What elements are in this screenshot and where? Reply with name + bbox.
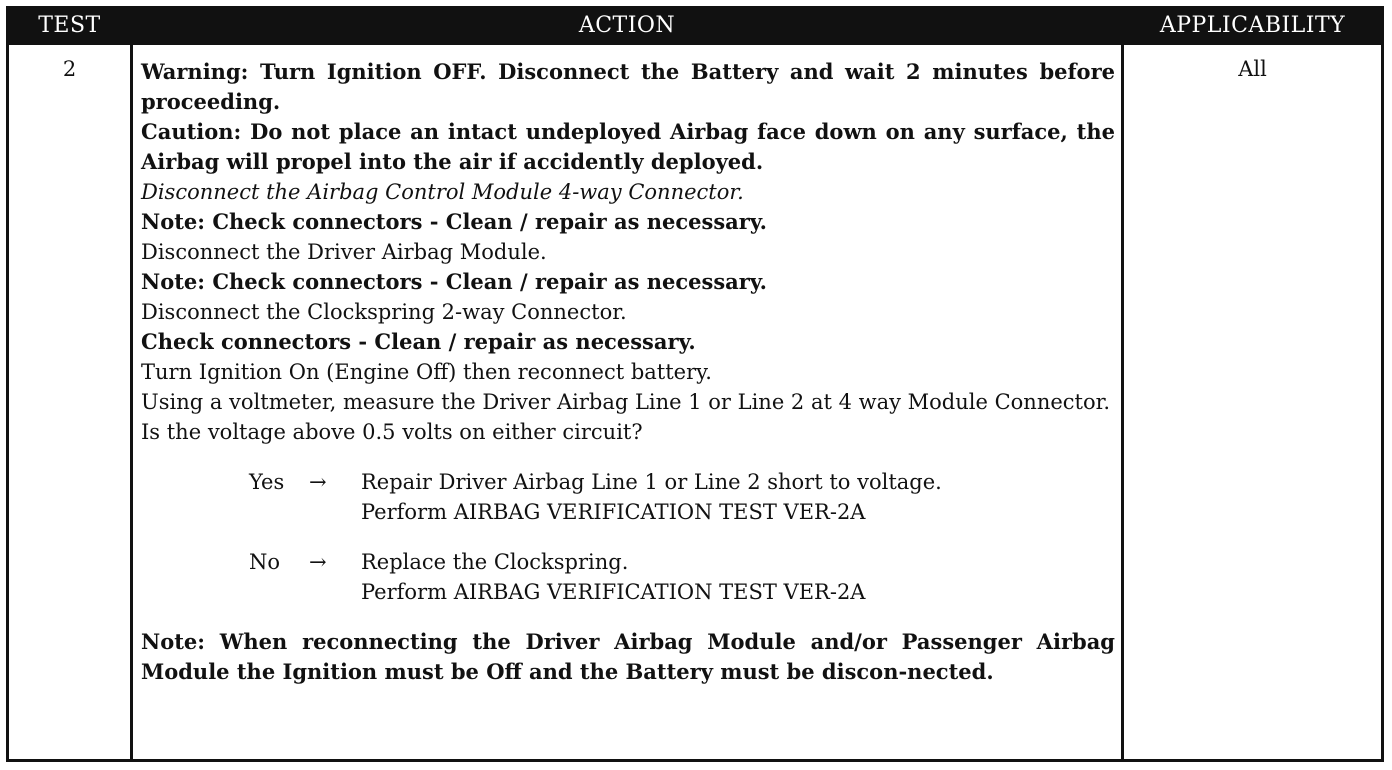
result-yes <box>249 467 1115 527</box>
question-text: Is the voltage above 0.5 volts on either circuit? <box>141 420 643 444</box>
step-disconnect-driver-airbag: Disconnect the Driver Airbag Module. <box>141 240 547 264</box>
test-number: 2 <box>8 44 132 761</box>
action-cell <box>132 44 1123 761</box>
caution-text: Caution: Do not place an intact undeployed Airbag face down on any surface, the Airbag will propel into the air if accidently deployed. <box>141 119 1115 174</box>
note-check-connectors-1: Note: Check connectors - Clean / repair as necessary. <box>141 209 767 234</box>
arrow-right-icon: → <box>309 550 327 574</box>
result-no-text <box>361 547 1115 607</box>
result-no <box>249 547 1115 607</box>
header-test: TEST <box>8 8 132 44</box>
diagnostic-table <box>6 6 1384 762</box>
note-check-connectors-2: Note: Check connectors - Clean / repair as necessary. <box>141 269 767 294</box>
answer-yes: Yes <box>249 470 285 494</box>
step-disconnect-clockspring: Disconnect the Clockspring 2-way Connector. <box>141 300 627 324</box>
note-check-connectors-3: Check connectors - Clean / repair as necessary. <box>141 329 696 354</box>
final-note: Note: When reconnecting the Driver Airbag Module and/or Passenger Airbag Module the Ignition must be Off and the Battery must be discon-nected. <box>141 629 1115 684</box>
warning-text: Warning: Turn Ignition OFF. Disconnect the Battery and wait 2 minutes before proceeding. <box>141 59 1115 114</box>
result-yes-line2: Perform AIRBAG VERIFICATION TEST VER-2A <box>361 500 866 524</box>
header-action: ACTION <box>132 8 1123 44</box>
test-row <box>8 44 1383 761</box>
step-measure-voltage: Using a voltmeter, measure the Driver Airbag Line 1 or Line 2 at 4 way Module Connector. <box>141 390 1111 414</box>
arrow-right-icon: → <box>309 470 327 494</box>
applicability-value: All <box>1123 44 1383 761</box>
answer-no: No <box>249 550 281 574</box>
result-no-line1: Replace the Clockspring. <box>361 550 629 574</box>
result-no-line2: Perform AIRBAG VERIFICATION TEST VER-2A <box>361 580 866 604</box>
header-row <box>8 8 1383 44</box>
step-disconnect-module-connector: Disconnect the Airbag Control Module 4-way Connector. <box>141 180 744 204</box>
result-yes-line1: Repair Driver Airbag Line 1 or Line 2 short to voltage. <box>361 470 942 494</box>
step-ignition-on: Turn Ignition On (Engine Off) then reconnect battery. <box>141 360 712 384</box>
header-applicability: APPLICABILITY <box>1123 8 1383 44</box>
result-yes-text <box>361 467 1115 527</box>
